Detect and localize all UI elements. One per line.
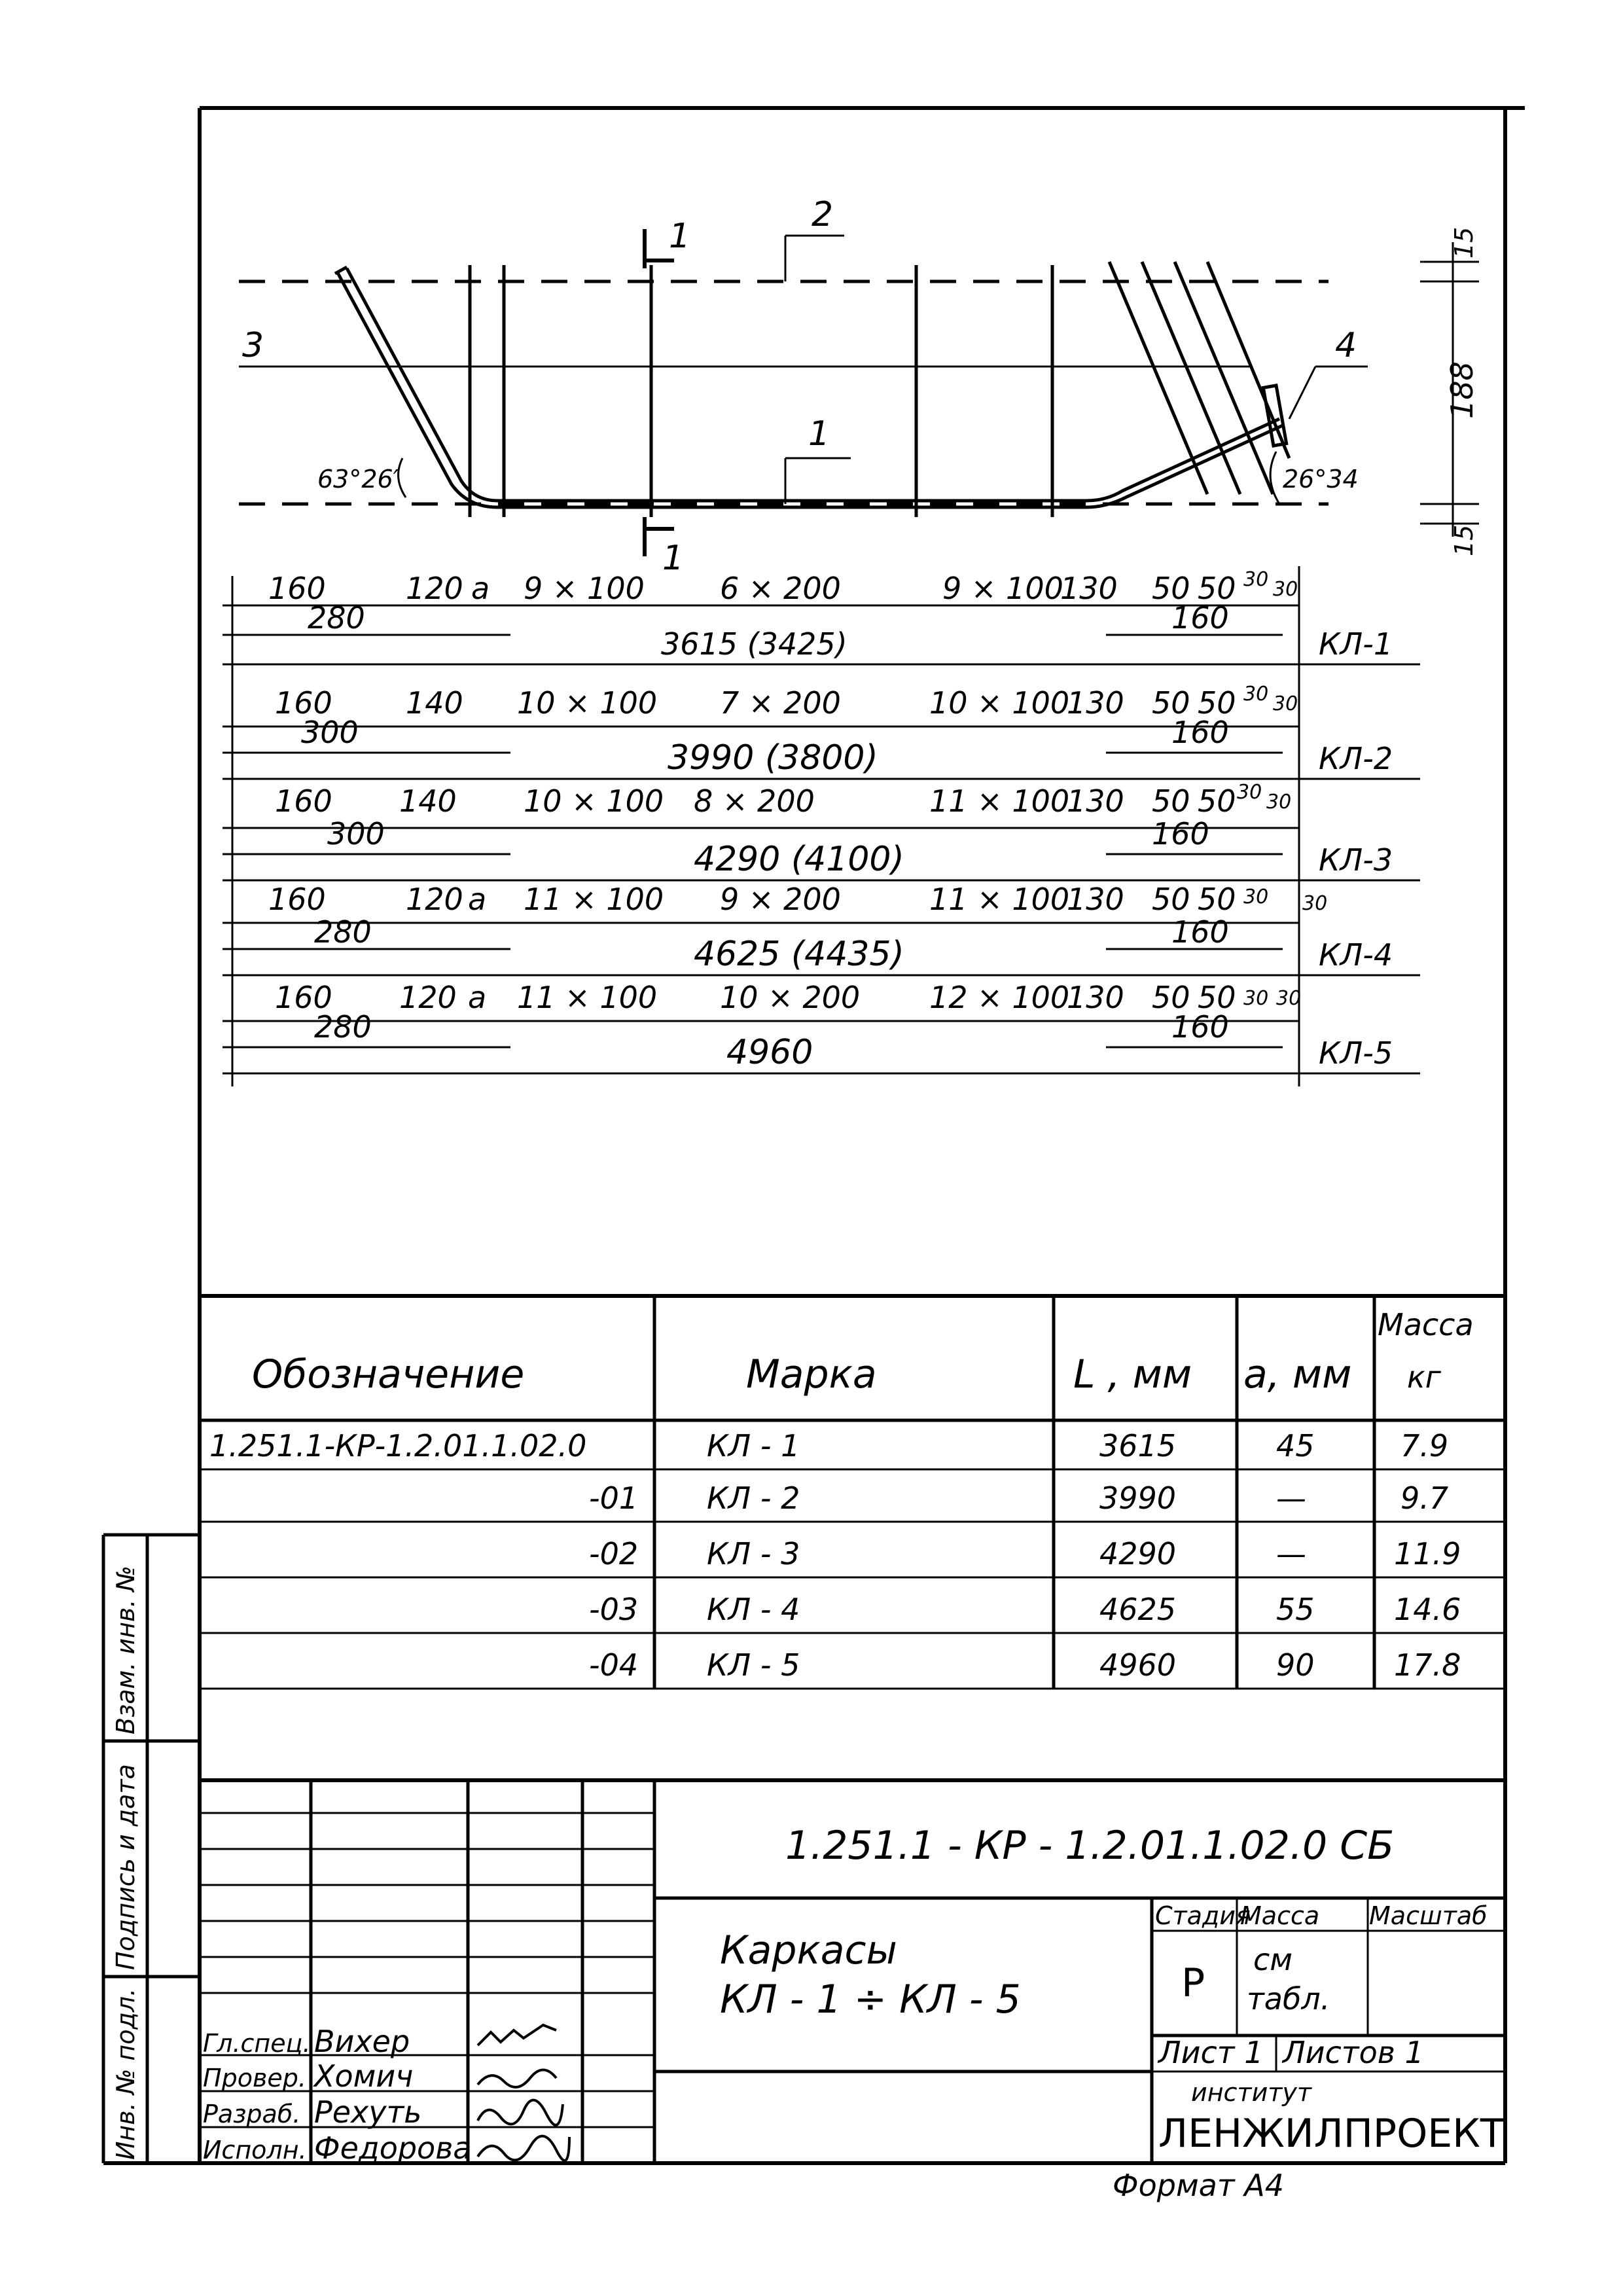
signers xyxy=(203,2024,472,2166)
row3-d10: 30 xyxy=(1237,781,1262,804)
signer-role: Исполн. xyxy=(203,2136,307,2164)
table-row xyxy=(589,1536,1461,1571)
row-a: — xyxy=(1276,1480,1306,1516)
row1-d11: 30 xyxy=(1273,578,1298,601)
signer-role: Провер. xyxy=(203,2064,306,2092)
row5-d1: 160 xyxy=(275,980,332,1015)
signer-name: Рехуть xyxy=(314,2094,422,2130)
stage-value: Р xyxy=(1181,1960,1205,2006)
row2-sub1: 300 xyxy=(301,715,359,750)
row3-d2: 140 xyxy=(399,783,457,819)
row5-d5: 10 × 200 xyxy=(720,980,861,1015)
row4-sub2: 160 xyxy=(1171,914,1229,950)
handwritten-signatures xyxy=(478,2025,569,2161)
row1-total: 3615 (3425) xyxy=(661,626,847,662)
row-designation: -03 xyxy=(589,1592,639,1627)
row5-mark: КЛ-5 xyxy=(1319,1035,1393,1071)
row1-d4: 9 × 100 xyxy=(524,571,645,606)
row5-d7: 130 xyxy=(1067,980,1124,1015)
row-designation: -02 xyxy=(589,1536,639,1571)
leader-label-4: 4 xyxy=(1335,326,1357,365)
row4-d11: 30 xyxy=(1302,892,1328,915)
row5-total: 4960 xyxy=(726,1033,813,1072)
institute-name: ЛЕНЖИЛПРОЕКТ xyxy=(1158,2111,1505,2157)
row2-d1: 160 xyxy=(275,685,332,721)
row5-sub2: 160 xyxy=(1171,1009,1229,1045)
header-a: a, мм xyxy=(1243,1352,1352,1397)
row-mark: КЛ - 3 xyxy=(707,1536,800,1571)
row1-d2: 120 xyxy=(406,571,463,606)
header-mark: Марка xyxy=(746,1352,877,1397)
row-a: 55 xyxy=(1276,1592,1315,1627)
row-length: 3615 xyxy=(1099,1428,1177,1463)
row4-d3: a xyxy=(468,882,487,917)
row5-d8: 50 xyxy=(1152,980,1190,1015)
header-designation: Обозначение xyxy=(252,1352,525,1397)
signer-name: Хомич xyxy=(314,2058,414,2094)
angle-right-label: 26°34 xyxy=(1283,465,1359,493)
sheets-total: Листов 1 xyxy=(1283,2035,1424,2070)
row4-d8: 50 xyxy=(1152,882,1190,917)
header-mass-unit: кг xyxy=(1407,1359,1441,1395)
drawing-name-line2: КЛ - 1 ÷ КЛ - 5 xyxy=(720,1977,1021,2022)
row3-d11: 30 xyxy=(1266,791,1292,814)
institute-label: институт xyxy=(1191,2078,1312,2107)
format-label: Формат А4 xyxy=(1113,2168,1284,2203)
row-mass: 11.9 xyxy=(1394,1536,1461,1571)
signer-name: Вихер xyxy=(314,2024,410,2059)
row1-d8: 50 xyxy=(1152,571,1190,606)
row4-d10: 30 xyxy=(1243,886,1269,908)
row2-d2: 140 xyxy=(406,685,463,721)
dim-height-label: 188 xyxy=(1444,361,1480,419)
signer-row xyxy=(203,2130,472,2166)
row1-d9: 50 xyxy=(1198,571,1236,606)
row2-d8: 50 xyxy=(1152,685,1190,721)
row1-d3: a xyxy=(471,571,490,606)
row5-d3: a xyxy=(468,980,487,1015)
row2-sub2: 160 xyxy=(1171,715,1229,750)
row-mass: 9.7 xyxy=(1400,1480,1449,1516)
leader-label-2: 2 xyxy=(812,195,834,234)
leader-label-3: 3 xyxy=(242,326,264,365)
row1-d6: 9 × 100 xyxy=(942,571,1063,606)
row3-mark: КЛ-3 xyxy=(1319,842,1393,878)
row-a: — xyxy=(1276,1536,1306,1571)
row5-d6: 12 × 100 xyxy=(929,980,1070,1015)
row5-d4: 11 × 100 xyxy=(517,980,658,1015)
row2-d10: 30 xyxy=(1243,683,1269,706)
row1-mark: КЛ-1 xyxy=(1319,626,1393,662)
row-mass: 14.6 xyxy=(1394,1592,1461,1627)
row-length: 4290 xyxy=(1099,1536,1177,1571)
document-code: 1.251.1 - КР - 1.2.01.1.02.0 СБ xyxy=(785,1823,1395,1869)
table-row xyxy=(209,1428,1448,1463)
row3-d1: 160 xyxy=(275,783,332,819)
scale-header: Масштаб xyxy=(1369,1901,1488,1930)
row-length: 4625 xyxy=(1099,1592,1177,1627)
row-mark: КЛ - 4 xyxy=(707,1592,800,1627)
row-mark: КЛ - 5 xyxy=(707,1647,800,1683)
side-label-replaced-inv: Взам. инв. № xyxy=(111,1565,140,1734)
mass-value-line1: см xyxy=(1253,1942,1293,1977)
row2-d7: 130 xyxy=(1067,685,1124,721)
mass-header: Масса xyxy=(1240,1901,1320,1930)
row-mark: КЛ - 1 xyxy=(707,1428,800,1463)
leader-label-1-bottom: 1 xyxy=(808,414,830,454)
cage-drawing xyxy=(239,226,1479,556)
row4-sub1: 280 xyxy=(314,914,372,950)
row1-sub2: 160 xyxy=(1171,600,1229,636)
row4-total: 4625 (4435) xyxy=(694,935,904,974)
side-label-signature-date: Подпись и дата xyxy=(111,1764,140,1970)
row4-d4: 11 × 100 xyxy=(524,882,664,917)
row5-d9: 50 xyxy=(1198,980,1236,1015)
signer-row xyxy=(203,2058,413,2094)
table-row xyxy=(589,1592,1461,1627)
row-length: 4960 xyxy=(1099,1647,1177,1683)
leader-label-1-top: 1 xyxy=(669,217,691,256)
row5-d11: 30 xyxy=(1276,987,1302,1010)
row1-sub1: 280 xyxy=(308,600,365,636)
row3-d6: 11 × 100 xyxy=(929,783,1070,819)
row-mass: 17.8 xyxy=(1394,1647,1461,1683)
row2-d4: 10 × 100 xyxy=(517,685,658,721)
side-label-inv-no: Инв. № подл. xyxy=(111,1988,140,2160)
row2-d5: 7 × 200 xyxy=(720,685,841,721)
row-length: 3990 xyxy=(1099,1480,1177,1516)
row3-sub2: 160 xyxy=(1152,816,1209,852)
signer-role: Гл.спец. xyxy=(203,2029,311,2058)
mass-value-line2: табл. xyxy=(1247,1981,1330,2017)
row1-d1: 160 xyxy=(268,571,326,606)
row1-d5: 6 × 200 xyxy=(720,571,841,606)
row4-d5: 9 × 200 xyxy=(720,882,841,917)
row1-d7: 130 xyxy=(1060,571,1118,606)
row4-d2: 120 xyxy=(406,882,463,917)
row3-sub1: 300 xyxy=(327,816,385,852)
row4-d1: 160 xyxy=(268,882,326,917)
row3-d8: 50 xyxy=(1152,783,1190,819)
angle-left-label: 63°26′ xyxy=(317,465,399,493)
row-designation: -04 xyxy=(589,1647,639,1683)
signer-name: Федорова xyxy=(314,2130,472,2166)
row5-d2: 120 xyxy=(399,980,457,1015)
row3-d7: 130 xyxy=(1067,783,1124,819)
row4-d7: 130 xyxy=(1067,882,1124,917)
row2-d9: 50 xyxy=(1198,685,1236,721)
stage-header: Стадия xyxy=(1155,1901,1251,1930)
row3-total: 4290 (4100) xyxy=(694,840,904,879)
row-designation: 1.251.1-КР-1.2.01.1.02.0 xyxy=(209,1428,587,1463)
table-row xyxy=(589,1480,1448,1516)
row2-total: 3990 (3800) xyxy=(668,738,878,778)
row1-d10: 30 xyxy=(1243,568,1269,591)
row2-mark: КЛ-2 xyxy=(1319,741,1393,776)
signer-role: Разраб. xyxy=(203,2100,301,2128)
row5-sub1: 280 xyxy=(314,1009,372,1045)
row3-d5: 8 × 200 xyxy=(694,783,815,819)
header-length: L , мм xyxy=(1073,1352,1192,1397)
row5-d10: 30 xyxy=(1243,987,1269,1010)
signer-row xyxy=(203,2024,410,2059)
row-mass: 7.9 xyxy=(1400,1428,1449,1463)
row-designation: -01 xyxy=(589,1480,639,1516)
drawing-name-line1: Каркасы xyxy=(720,1928,897,1973)
dim-top-label: 15 xyxy=(1450,226,1478,259)
row4-d6: 11 × 100 xyxy=(929,882,1070,917)
row2-d6: 10 × 100 xyxy=(929,685,1070,721)
row2-d11: 30 xyxy=(1273,692,1298,715)
row4-d9: 50 xyxy=(1198,882,1236,917)
row-mark: КЛ - 2 xyxy=(707,1480,800,1516)
row3-d4: 10 × 100 xyxy=(524,783,664,819)
row3-d9: 50 xyxy=(1198,783,1236,819)
sheet-number: Лист 1 xyxy=(1158,2035,1264,2070)
row-a: 90 xyxy=(1276,1647,1315,1683)
row-a: 45 xyxy=(1276,1428,1315,1463)
header-mass: Масса xyxy=(1378,1307,1474,1342)
row4-mark: КЛ-4 xyxy=(1319,937,1393,973)
table-row xyxy=(589,1647,1461,1683)
dim-bottom-label: 15 xyxy=(1450,524,1478,556)
section-mark-label: 1 xyxy=(662,539,685,578)
